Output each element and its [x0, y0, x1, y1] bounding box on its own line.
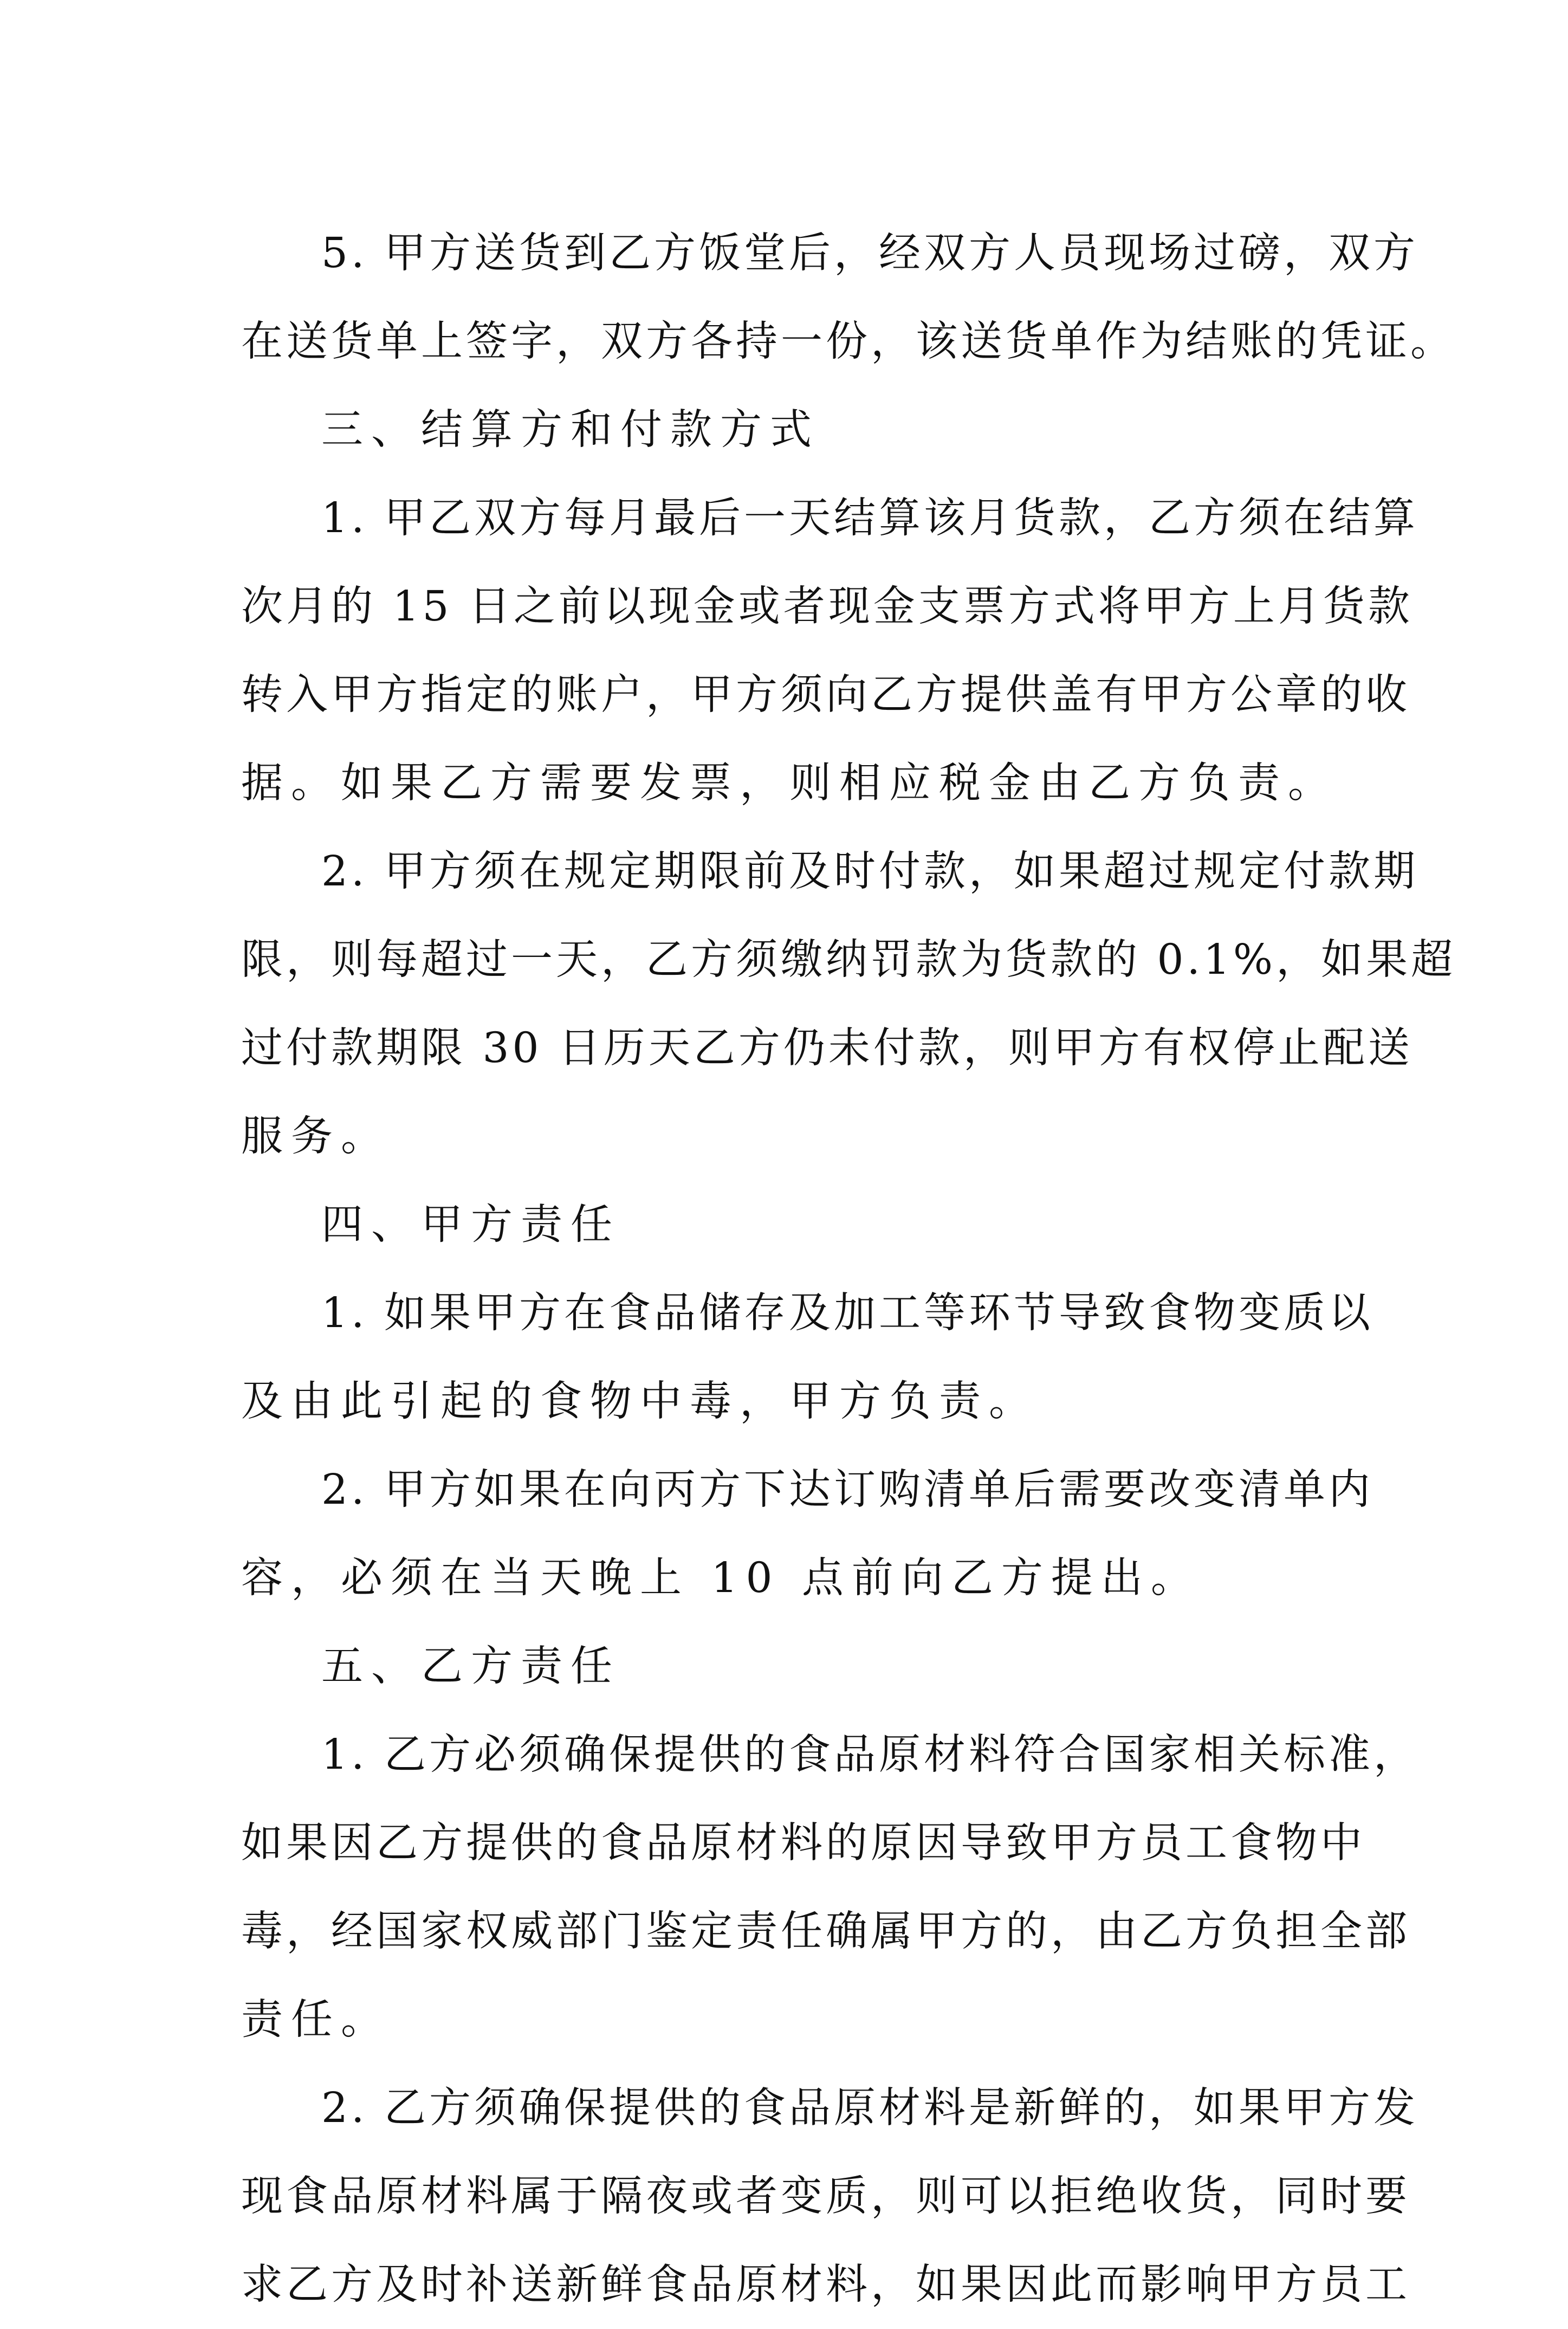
paragraph-line: 容，必须在当天晚上 10 点前向乙方提出。	[241, 1554, 1201, 1602]
document-page	[241, 209, 1456, 2329]
paragraph-line: 5. 甲方送货到乙方饭堂后，经双方人员现场过磅，双方	[321, 229, 1418, 277]
paragraph-line: 1. 甲乙双方每月最后一天结算该月货款，乙方须在结算	[321, 494, 1418, 542]
paragraph-line: 2. 甲方如果在向丙方下达订购清单后需要改变清单内	[321, 1466, 1373, 1514]
paragraph-line: 1. 如果甲方在食品储存及加工等环节导致食物变质以	[321, 1289, 1373, 1337]
paragraph-line: 求乙方及时补送新鲜食品原材料，如果因此而影响甲方员工	[241, 2261, 1410, 2309]
paragraph-line: 1. 乙方必须确保提供的食品原材料符合国家相关标准，	[321, 1731, 1418, 1779]
paragraph-line: 在送货单上签字，双方各持一份，该送货单作为结账的凭证。	[241, 318, 1455, 366]
paragraph-line: 责任。	[241, 1996, 391, 2044]
paragraph-line: 毒，经国家权威部门鉴定责任确属甲方的，由乙方负担全部	[241, 1907, 1410, 1956]
paragraph-line: 2. 甲方须在规定期限前及时付款，如果超过规定付款期	[321, 848, 1418, 896]
paragraph-line: 2. 乙方须确保提供的食品原材料是新鲜的，如果甲方发	[321, 2084, 1418, 2132]
paragraph-line: 次月的 15 日之前以现金或者现金支票方式将甲方上月货款	[241, 583, 1413, 631]
paragraph-line: 转入甲方指定的账户，甲方须向乙方提供盖有甲方公章的收	[241, 671, 1410, 719]
paragraph-line: 服务。	[241, 1112, 391, 1161]
paragraph-line: 据。如果乙方需要发票，则相应税金由乙方负责。	[241, 759, 1338, 807]
paragraph-line: 如果因乙方提供的食品原材料的原因导致甲方员工食物中	[241, 1819, 1365, 1867]
paragraph-line: 限，则每超过一天，乙方须缴纳罚款为货款的 0.1%，如果超	[241, 936, 1456, 984]
section-heading: 四、甲方责任	[321, 1201, 620, 1249]
section-heading: 五、乙方责任	[321, 1642, 620, 1691]
paragraph-line: 过付款期限 30 日历天乙方仍未付款，则甲方有权停止配送	[241, 1024, 1413, 1072]
paragraph-line: 现食品原材料属于隔夜或者变质，则可以拒绝收货，同时要	[241, 2172, 1410, 2221]
section-heading: 三、结算方和付款方式	[321, 406, 820, 454]
paragraph-line: 及由此引起的食物中毒，甲方负责。	[241, 1377, 1039, 1426]
